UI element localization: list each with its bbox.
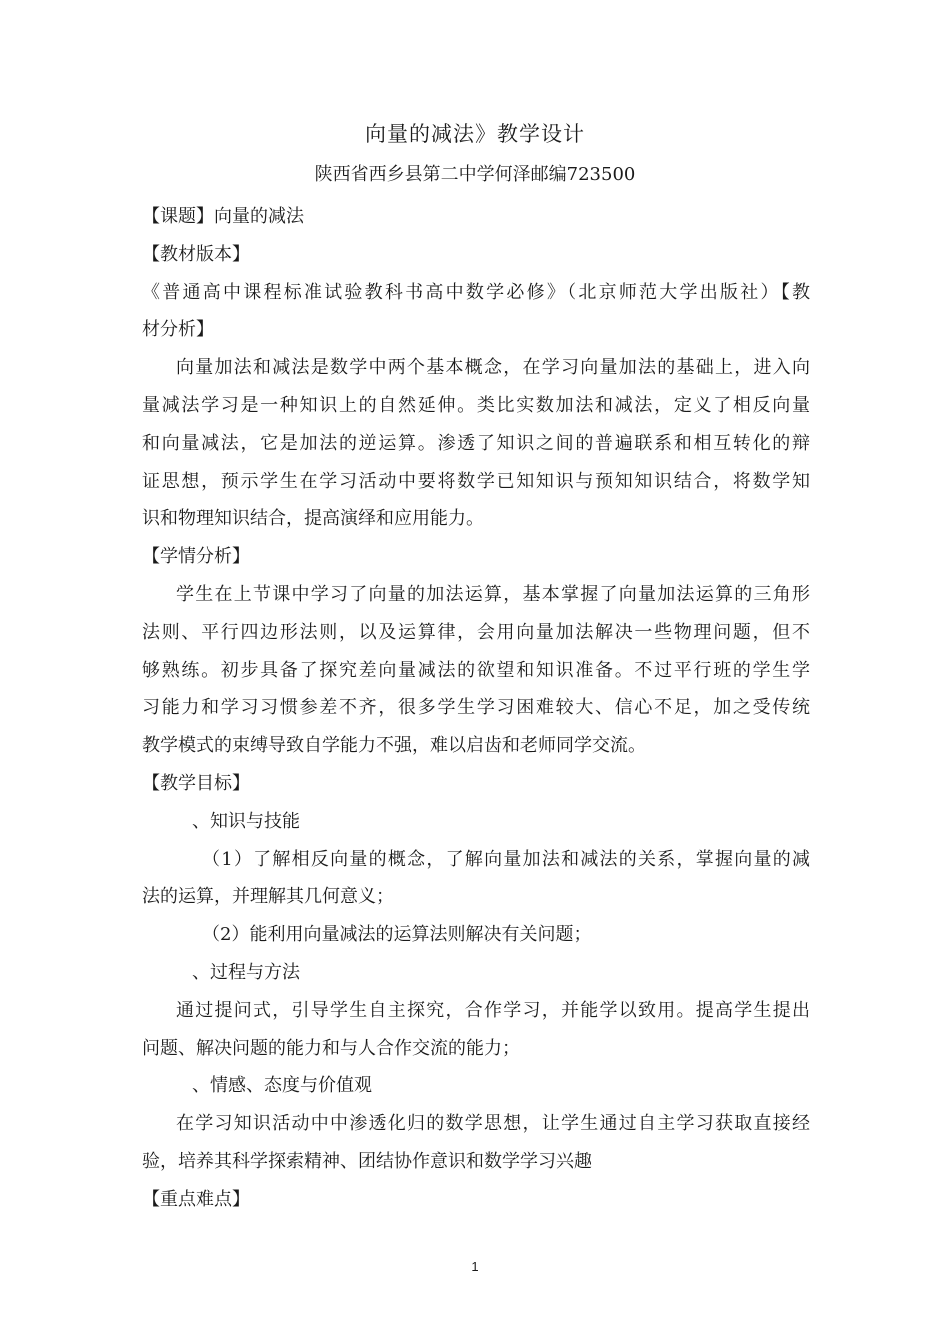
document-body — [142, 198, 810, 1219]
paragraph-line: 教学模式的束缚导致自学能力不强，难以启齿和老师同学交流。 — [142, 735, 646, 757]
paragraph-line: 证思想，预示学生在学习活动中要将数学已知知识与预知知识结合，将数学知 — [142, 470, 810, 492]
section-heading-analysis: 材分析】 — [142, 319, 214, 341]
paragraph-line: 和向量减法，它是加法的逆运算。渗透了知识之间的普遍联系和相互转化的辩 — [142, 432, 810, 454]
section-heading-objectives: 【教学目标】 — [142, 772, 250, 794]
subsection-heading: 、情感、态度与价值观 — [192, 1075, 372, 1097]
paragraph-line: 在学习知识活动中中渗透化归的数学思想，让学生通过自主学习获取直接经 — [176, 1113, 810, 1135]
section-heading-key-points: 【重点难点】 — [142, 1188, 250, 1210]
author-line: 陕西省西乡县第二中学何泽邮编723500 — [314, 164, 636, 185]
paragraph-line: 验，培养其科学探索精神、团结协作意识和数学学习兴趣 — [142, 1150, 592, 1172]
page-number: 1 — [471, 1259, 479, 1274]
list-item: （1）了解相反向量的概念，了解向量加法和减法的关系，掌握向量的减 — [202, 848, 810, 870]
paragraph-line: 识和物理知识结合，提高演绎和应用能力。 — [142, 508, 484, 530]
paragraph-line: 向量加法和减法是数学中两个基本概念，在学习向量加法的基础上，进入向 — [176, 357, 810, 379]
paragraph-line: 通过提问式，引导学生自主探究，合作学习，并能学以致用。提高学生提出 — [176, 999, 810, 1021]
paragraph-line: 《普通高中课程标准试验教科书高中数学必修》（北京师范大学出版社）【教 — [142, 281, 810, 303]
list-item-continuation: 法的运算，并理解其几何意义； — [142, 886, 394, 908]
section-heading-topic: 【课题】向量的减法 — [142, 206, 304, 227]
document-title: 向量的减法》教学设计 — [365, 122, 585, 146]
paragraph-line: 习能力和学习习惯参差不齐，很多学生学习困难较大、信心不足，加之受传统 — [142, 697, 810, 719]
paragraph-line: 量减法学习是一种知识上的自然延伸。类比实数加法和减法，定义了相反向量 — [142, 394, 810, 416]
section-heading-student-analysis: 【学情分析】 — [142, 546, 250, 568]
paragraph-line: 学生在上节课中学习了向量的加法运算，基本掌握了向量加法运算的三角形 — [176, 583, 810, 605]
subsection-heading: 、过程与方法 — [192, 961, 300, 983]
paragraph-line: 够熟练。初步具备了探究差向量减法的欲望和知识准备。不过平行班的学生学 — [142, 659, 810, 681]
paragraph-line: 问题、解决问题的能力和与人合作交流的能力； — [142, 1037, 520, 1059]
list-item: （2）能利用向量减法的运算法则解决有关问题； — [202, 924, 592, 946]
section-heading-textbook: 【教材版本】 — [142, 243, 250, 265]
paragraph-line: 法则、平行四边形法则，以及运算律，会用向量加法解决一些物理问题，但不 — [142, 621, 810, 643]
subsection-heading: 、知识与技能 — [192, 810, 300, 832]
